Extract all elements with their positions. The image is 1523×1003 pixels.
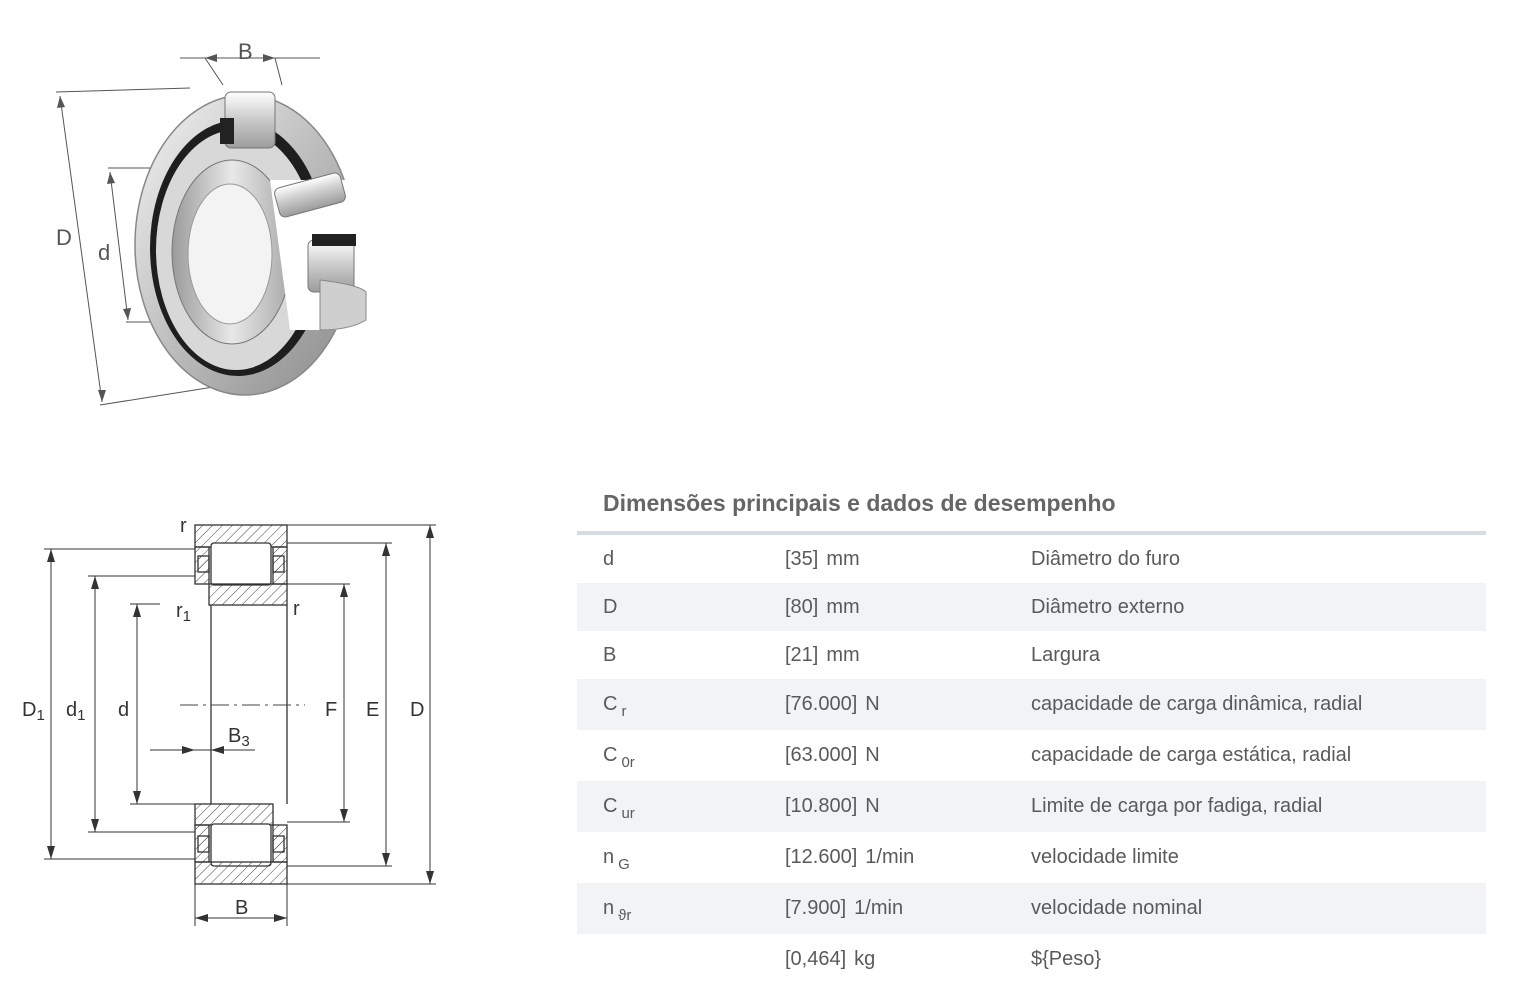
dim-label-D: D: [410, 699, 425, 721]
bearing-cross-section-drawing: [0, 500, 470, 940]
row-symbol: [577, 934, 785, 985]
row-description: velocidade limite: [1031, 846, 1179, 868]
row-description: velocidade nominal: [1031, 883, 1486, 934]
spec-table: [577, 535, 1486, 985]
table-row: [577, 679, 1486, 730]
dim-label-B: B: [238, 39, 253, 64]
table-row: [577, 883, 1486, 934]
table-row: [577, 631, 1486, 679]
row-symbol: C $_{0r}$: [603, 744, 635, 771]
table-row: [577, 730, 1486, 781]
dim-label-r1: $r_1$: [176, 600, 192, 625]
row-symbol: B: [603, 643, 617, 666]
row-symbol: d: [603, 547, 615, 570]
dim-label-d1: $d_1$: [66, 699, 86, 724]
spec-title: Dimensões principais e dados de desempenho: [603, 490, 1116, 516]
row-value: [10.800] N: [785, 781, 1031, 832]
table-row: [577, 583, 1486, 631]
dim-label-B: B: [235, 897, 249, 919]
dim-label-F: F: [325, 699, 338, 721]
dim-label-d: d: [98, 240, 111, 265]
row-value: [0,464] kg: [785, 948, 876, 970]
table-row: [577, 832, 1486, 883]
dim-label-d: d: [118, 699, 130, 721]
row-symbol: C $_r$: [577, 679, 785, 730]
dim-label-B3: $B_3$: [228, 725, 250, 750]
row-description: capacidade de carga estática, radial: [1031, 744, 1352, 766]
row-value: [21] mm: [785, 643, 860, 666]
bearing-3d-illustration: [20, 30, 410, 420]
row-symbol: n $_G$: [603, 846, 630, 873]
row-description: ${Peso}: [1031, 948, 1102, 970]
row-description: Largura: [1031, 643, 1100, 666]
row-value: [80] mm: [785, 583, 1031, 631]
row-value: [35] mm: [785, 547, 860, 570]
row-value: [76.000] N: [785, 679, 1031, 730]
row-description: Limite de carga por fadiga, radial: [1031, 781, 1486, 832]
row-description: Diâmetro externo: [1031, 583, 1486, 631]
row-value: [7.900] 1/min: [785, 883, 1031, 934]
row-symbol: C $_{ur}$: [577, 781, 785, 832]
spec-section: [577, 490, 1486, 985]
table-row: [577, 535, 1486, 583]
table-row: [577, 934, 1486, 985]
row-description: capacidade de carga dinâmica, radial: [1031, 679, 1486, 730]
row-value: [12.600] 1/min: [785, 846, 915, 868]
table-row: [577, 781, 1486, 832]
row-value: [63.000] N: [785, 744, 880, 766]
dim-label-r-right: r: [293, 598, 300, 620]
row-symbol: n $_{ϑr}$: [577, 883, 785, 934]
dim-label-r-top: r: [180, 515, 187, 537]
dim-label-D: D: [56, 225, 72, 250]
dim-label-D1: $D_1$: [22, 699, 45, 724]
row-symbol: D: [577, 583, 785, 631]
row-description: Diâmetro do furo: [1031, 547, 1180, 570]
dim-label-E: E: [366, 699, 380, 721]
